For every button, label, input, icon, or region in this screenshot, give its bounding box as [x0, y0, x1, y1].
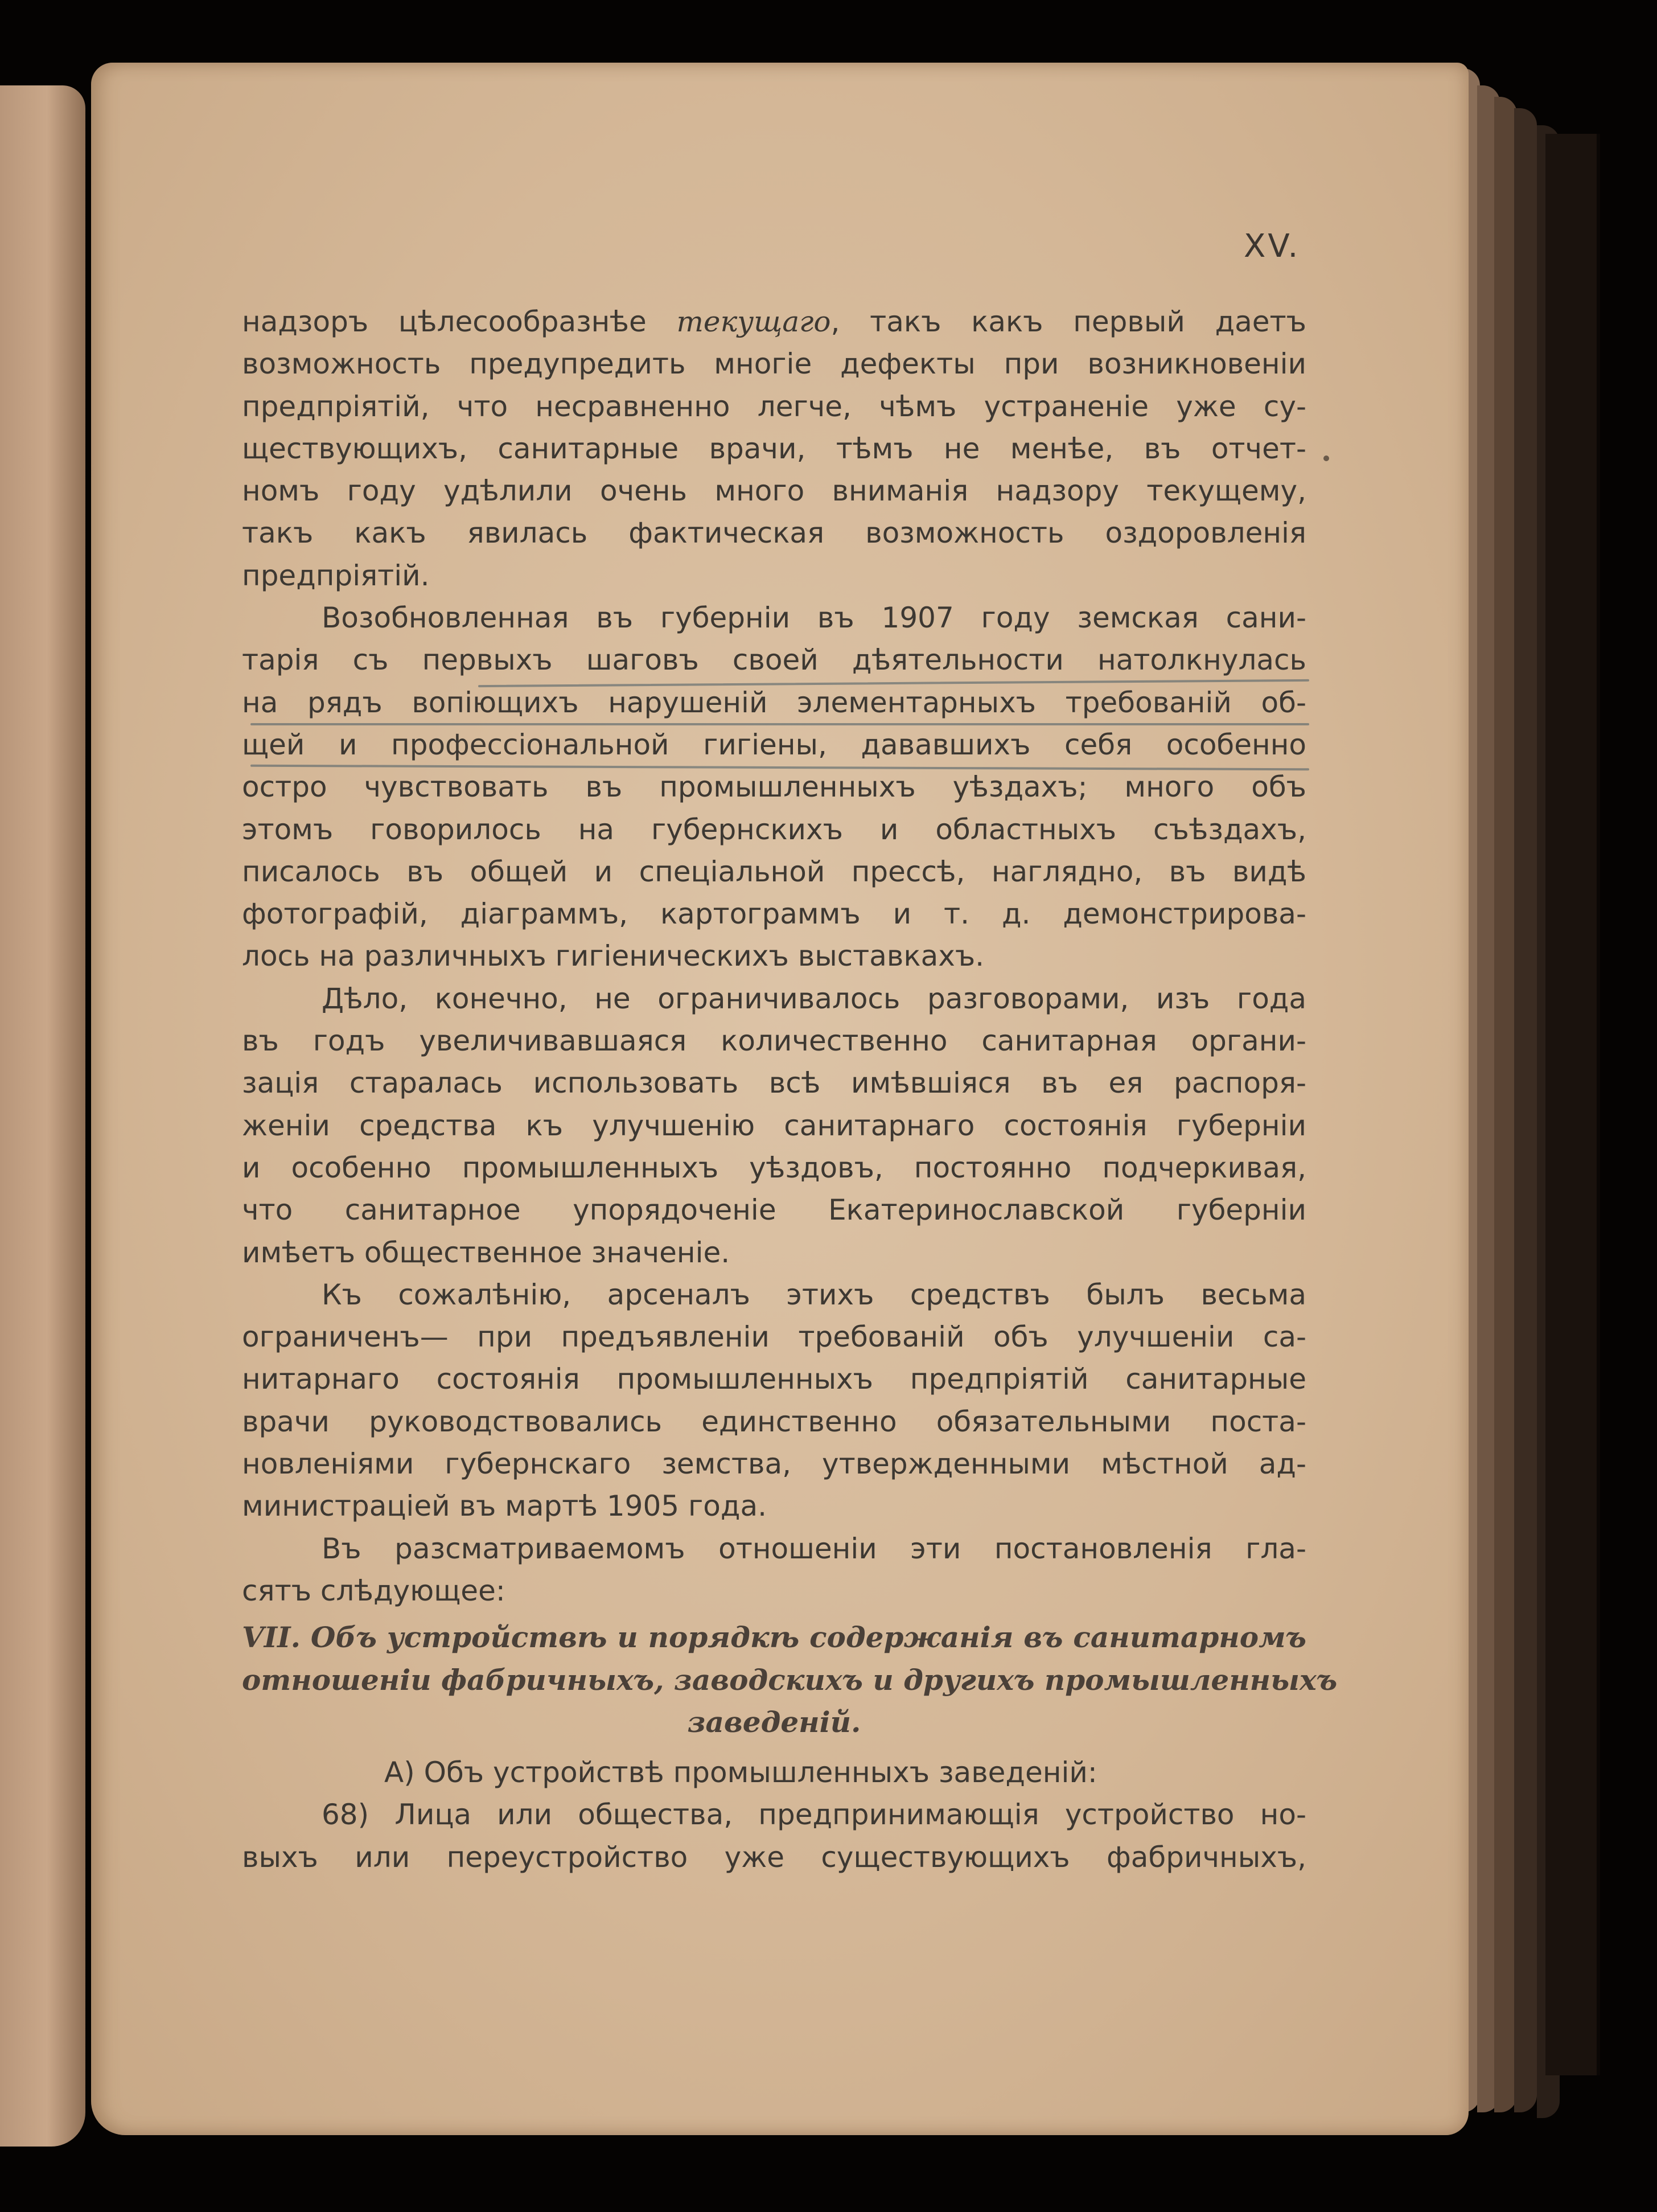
subsection-heading: А) Объ устройствѣ промышленныхъ заведеній:	[384, 1756, 1097, 1790]
section-heading: VII. Объ устройствѣ и порядкѣ содержанія въ санитарномъ	[242, 1620, 1306, 1655]
text-line	[242, 766, 1306, 808]
text-line	[242, 935, 1306, 977]
text-line	[242, 1570, 1306, 1612]
text-line-content: номъ году удѣлили очень много вниманія надзору текущему,	[242, 474, 1306, 508]
text-line-content: въ годъ увеличивавшаяся количественно санитарная органи-	[242, 1024, 1306, 1058]
text-line	[242, 851, 1306, 893]
pencil-underline	[250, 723, 1309, 725]
italic-word: текущаго	[676, 305, 831, 338]
text-line-content: ограниченъ— при предъявленіи требованій объ улучшеніи са-	[242, 1320, 1306, 1354]
text-line	[242, 1528, 1306, 1570]
page-edge	[1494, 97, 1517, 2112]
text-line-content: Къ сожалѣнію, арсеналъ этихъ средствъ былъ весьма	[322, 1278, 1306, 1311]
text-line	[242, 724, 1306, 766]
text-line	[242, 470, 1306, 512]
text-line	[242, 1147, 1306, 1189]
page-number: XV.	[1244, 228, 1301, 265]
text-line-content: фотографій, діаграммъ, картограммъ и т. д. демонстрирова-	[242, 897, 1306, 931]
text-line-content: врачи руководствовались единственно обязательными поста-	[242, 1405, 1306, 1438]
text-line-content: на рядъ вопіющихъ нарушеній элементарныхъ требованій об-	[242, 686, 1306, 719]
text-line-content: тарія съ первыхъ шаговъ своей дѣятельности натолкнулась	[242, 643, 1306, 677]
text-line-content: возможность предупредить многіе дефекты при возникновеніи	[242, 347, 1306, 381]
text-line	[242, 343, 1306, 385]
text-line-content: женіи средства къ улучшенію санитарнаго состоянія губерніи	[242, 1109, 1306, 1142]
text-line-content: предпріятій, что несравненно легче, чѣмъ устраненіе уже су-	[242, 389, 1306, 423]
text-line	[242, 597, 1306, 639]
text-line	[242, 1316, 1306, 1358]
text-line-content: сятъ слѣдующее:	[242, 1574, 505, 1607]
ink-dot	[1323, 455, 1329, 461]
text-line	[242, 428, 1306, 470]
text-line	[242, 1020, 1306, 1062]
text-line	[242, 809, 1306, 851]
text-line-rest: , такъ какъ первый даетъ	[830, 305, 1306, 338]
text-line-content: надзоръ цѣлесообразнѣе	[242, 305, 677, 338]
text-line	[242, 1274, 1306, 1316]
text-line-content: что санитарное упорядоченіе Екатеринославской губерніи	[242, 1193, 1306, 1227]
text-line-content: Возобновленная въ губерніи въ 1907 году земская сани-	[322, 601, 1306, 635]
left-facing-page	[0, 85, 85, 2147]
text-line-content: остро чувствовать въ промышленныхъ уѣздахъ; много объ	[242, 770, 1306, 804]
text-line	[242, 1105, 1306, 1147]
text-line	[242, 1485, 1306, 1527]
section-heading: заведеній.	[687, 1705, 861, 1739]
text-line	[242, 1358, 1306, 1400]
text-line-content: этомъ говорилось на губернскихъ и областныхъ съѣздахъ,	[242, 812, 1306, 846]
text-line-content: новленіями губернскаго земства, утвержденными мѣстной ад-	[242, 1447, 1306, 1481]
text-line	[242, 682, 1306, 724]
text-line-content: щей и профессіональной гигіены, дававшихъ себя особенно	[242, 728, 1306, 761]
text-line	[242, 1401, 1306, 1443]
text-line-content: имѣетъ общественное значеніе.	[242, 1236, 730, 1269]
page-text	[242, 301, 1338, 1878]
text-line	[242, 1062, 1306, 1104]
text-line	[242, 1443, 1306, 1485]
text-line	[242, 512, 1306, 554]
text-line-content: Въ разсматриваемомъ отношеніи эти постановленія гла-	[322, 1532, 1306, 1565]
text-line	[242, 639, 1306, 681]
text-line	[242, 1232, 1306, 1274]
book-cover-board	[1545, 134, 1600, 2075]
section-heading: отношеніи фабричныхъ, заводскихъ и другихъ промышленныхъ	[242, 1663, 1338, 1697]
text-line	[242, 978, 1306, 1020]
text-line-content: нитарнаго состоянія промышленныхъ предпріятій санитарные	[242, 1363, 1306, 1396]
text-line	[242, 1836, 1306, 1878]
text-line	[242, 555, 1306, 597]
text-line-content: зація старалась использовать всѣ имѣвшіяся въ ея распоря-	[242, 1066, 1306, 1100]
text-line	[242, 301, 1306, 343]
text-line-content: такъ какъ явилась фактическая возможность оздоровленія	[242, 516, 1306, 550]
text-line-content: и особенно промышленныхъ уѣздовъ, постоянно подчеркивая,	[242, 1151, 1306, 1184]
text-line	[242, 1794, 1306, 1836]
text-line	[242, 893, 1306, 935]
text-line-content: министраціей въ мартѣ 1905 года.	[242, 1489, 767, 1523]
text-line	[242, 385, 1306, 428]
text-line-content: 68) Лица или общества, предпринимающія устройство но-	[322, 1798, 1306, 1832]
text-line-content: лось на различныхъ гигіеническихъ выставкахъ.	[242, 939, 985, 973]
text-line-content: Дѣло, конечно, не ограничивалось разговорами, изъ года	[322, 982, 1306, 1015]
text-line-content: писалось въ общей и спеціальной прессѣ, наглядно, въ видѣ	[242, 855, 1306, 888]
text-line-content: предпріятій.	[242, 559, 430, 592]
text-line-content: выхъ или переустройство уже существующихъ фабричныхъ,	[242, 1840, 1306, 1874]
text-line-content: ществующихъ, санитарные врачи, тѣмъ не менѣе, въ отчет-	[242, 432, 1306, 465]
page-edge	[1514, 108, 1537, 2112]
text-line	[242, 1189, 1306, 1231]
